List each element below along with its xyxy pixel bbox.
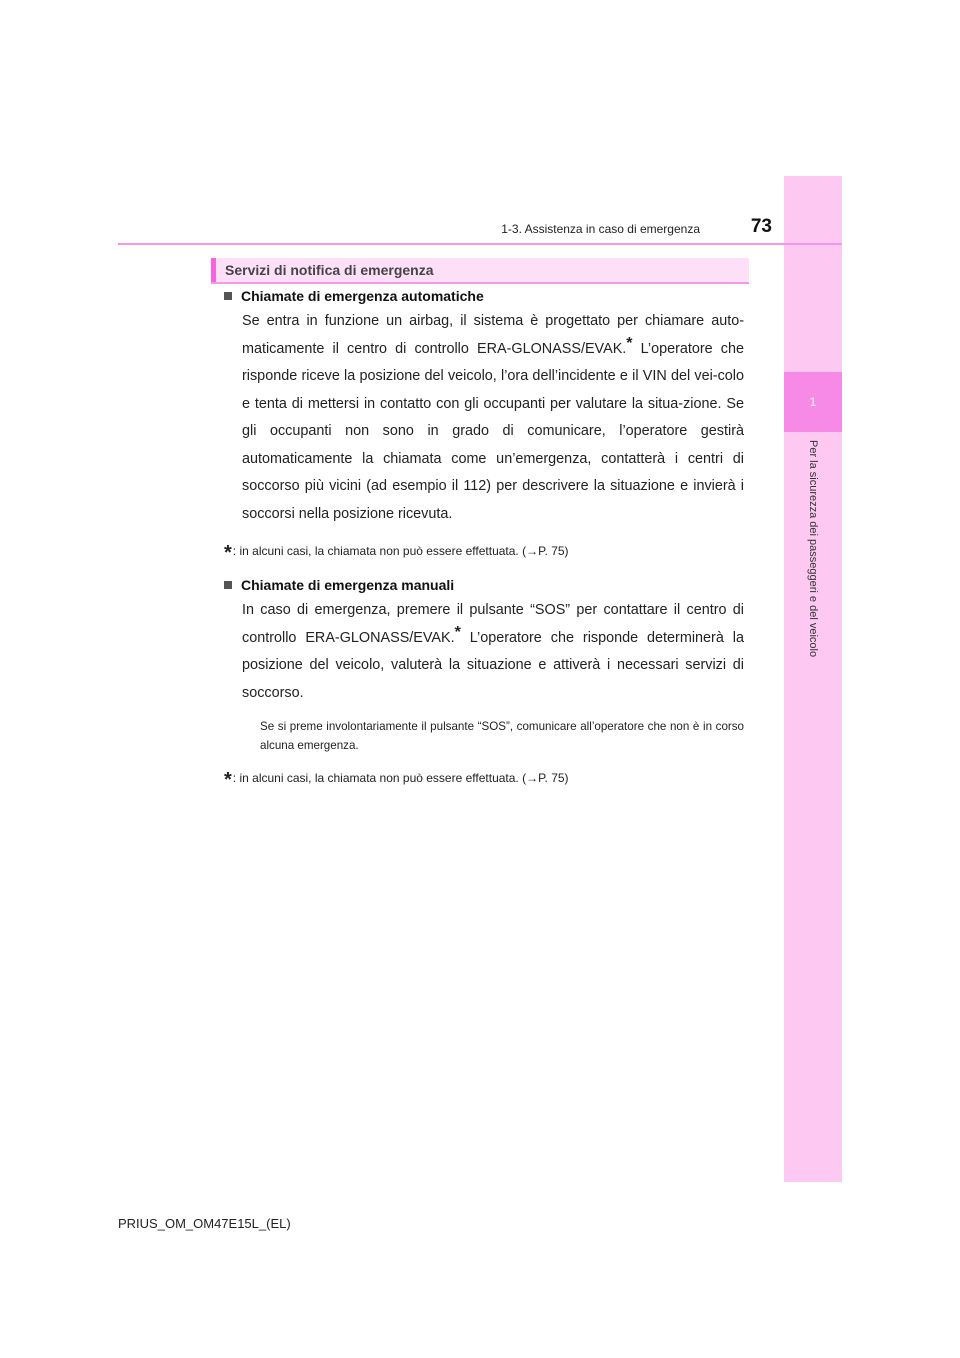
header-divider [118, 243, 842, 245]
page-number: 73 [750, 216, 772, 237]
chapter-number-tab[interactable] [784, 372, 842, 432]
square-bullet-icon [224, 292, 232, 300]
footnote-star: * [626, 334, 633, 352]
automatic-heading [224, 288, 744, 304]
banner-title: Servizi di notifica di emergenza [225, 262, 434, 278]
manual-paragraph [242, 597, 744, 707]
automatic-heading-text: Chiamate di emergenza automatiche [241, 288, 484, 304]
document-code: PRIUS_OM_OM47E15L_(EL) [118, 1216, 291, 1231]
automatic-text-after: L’operatore che risponde riceve la posizione del veicolo, l’ora dell’incidente e il VIN del vei-colo e tenta di mettersi in contatto con gli occupanti per valutare la situa-zione. Se gli occupanti non sono in grado di comunicare, l’operatore gestirà automaticamente la chiamata come un’emergenza, contatterà i centri di soccorso più vicini (ad esempio il 112) per descrivere la situazione e invierà i soccorsi nella posizione ricevuta. [242, 340, 744, 522]
manual-footnote [224, 769, 744, 792]
square-bullet-icon [224, 581, 232, 589]
section-title: 1-3. Assistenza in caso di emergenza [501, 222, 700, 236]
automatic-footnote-text[interactable]: : in alcuni casi, la chiamata non può essere effettuata. (→P. 75) [232, 544, 569, 558]
main-content [224, 288, 744, 804]
automatic-footnote [224, 542, 744, 565]
automatic-paragraph [242, 308, 744, 528]
manual-footnote-text[interactable]: : in alcuni casi, la chiamata non può essere effettuata. (→P. 75) [232, 771, 569, 785]
manual-text-before: In caso di emergenza, premere il pulsante “SOS” per contattare il centro di controllo ERA-GLONASS/EVAK. [242, 602, 744, 646]
chapter-number: 1 [809, 395, 817, 409]
chapter-label: Per la sicurezza dei passeggeri e del veicolo [807, 440, 819, 658]
side-tab [784, 176, 842, 1182]
footnote-star-mark: * [224, 542, 232, 564]
automatic-text-before: Se entra in funzione un airbag, il sistema è progettato per chiamare auto-maticamente il centro di controllo ERA-GLONASS/EVAK. [242, 313, 744, 357]
manual-heading-text: Chiamate di emergenza manuali [241, 577, 455, 593]
footnote-star: * [454, 623, 461, 641]
section-banner [211, 258, 749, 284]
footnote-star-mark: * [224, 769, 232, 791]
manual-note: Se si preme involontariamente il pulsante “SOS”, comunicare all’operatore che non è in corso alcuna emergenza. [260, 720, 744, 752]
manual-text-after: L’operatore che risponde determinerà la posizione del veicolo, valuterà la situazione e attiverà i necessari servizi di soccorso. [242, 629, 744, 701]
manual-heading [224, 577, 744, 593]
